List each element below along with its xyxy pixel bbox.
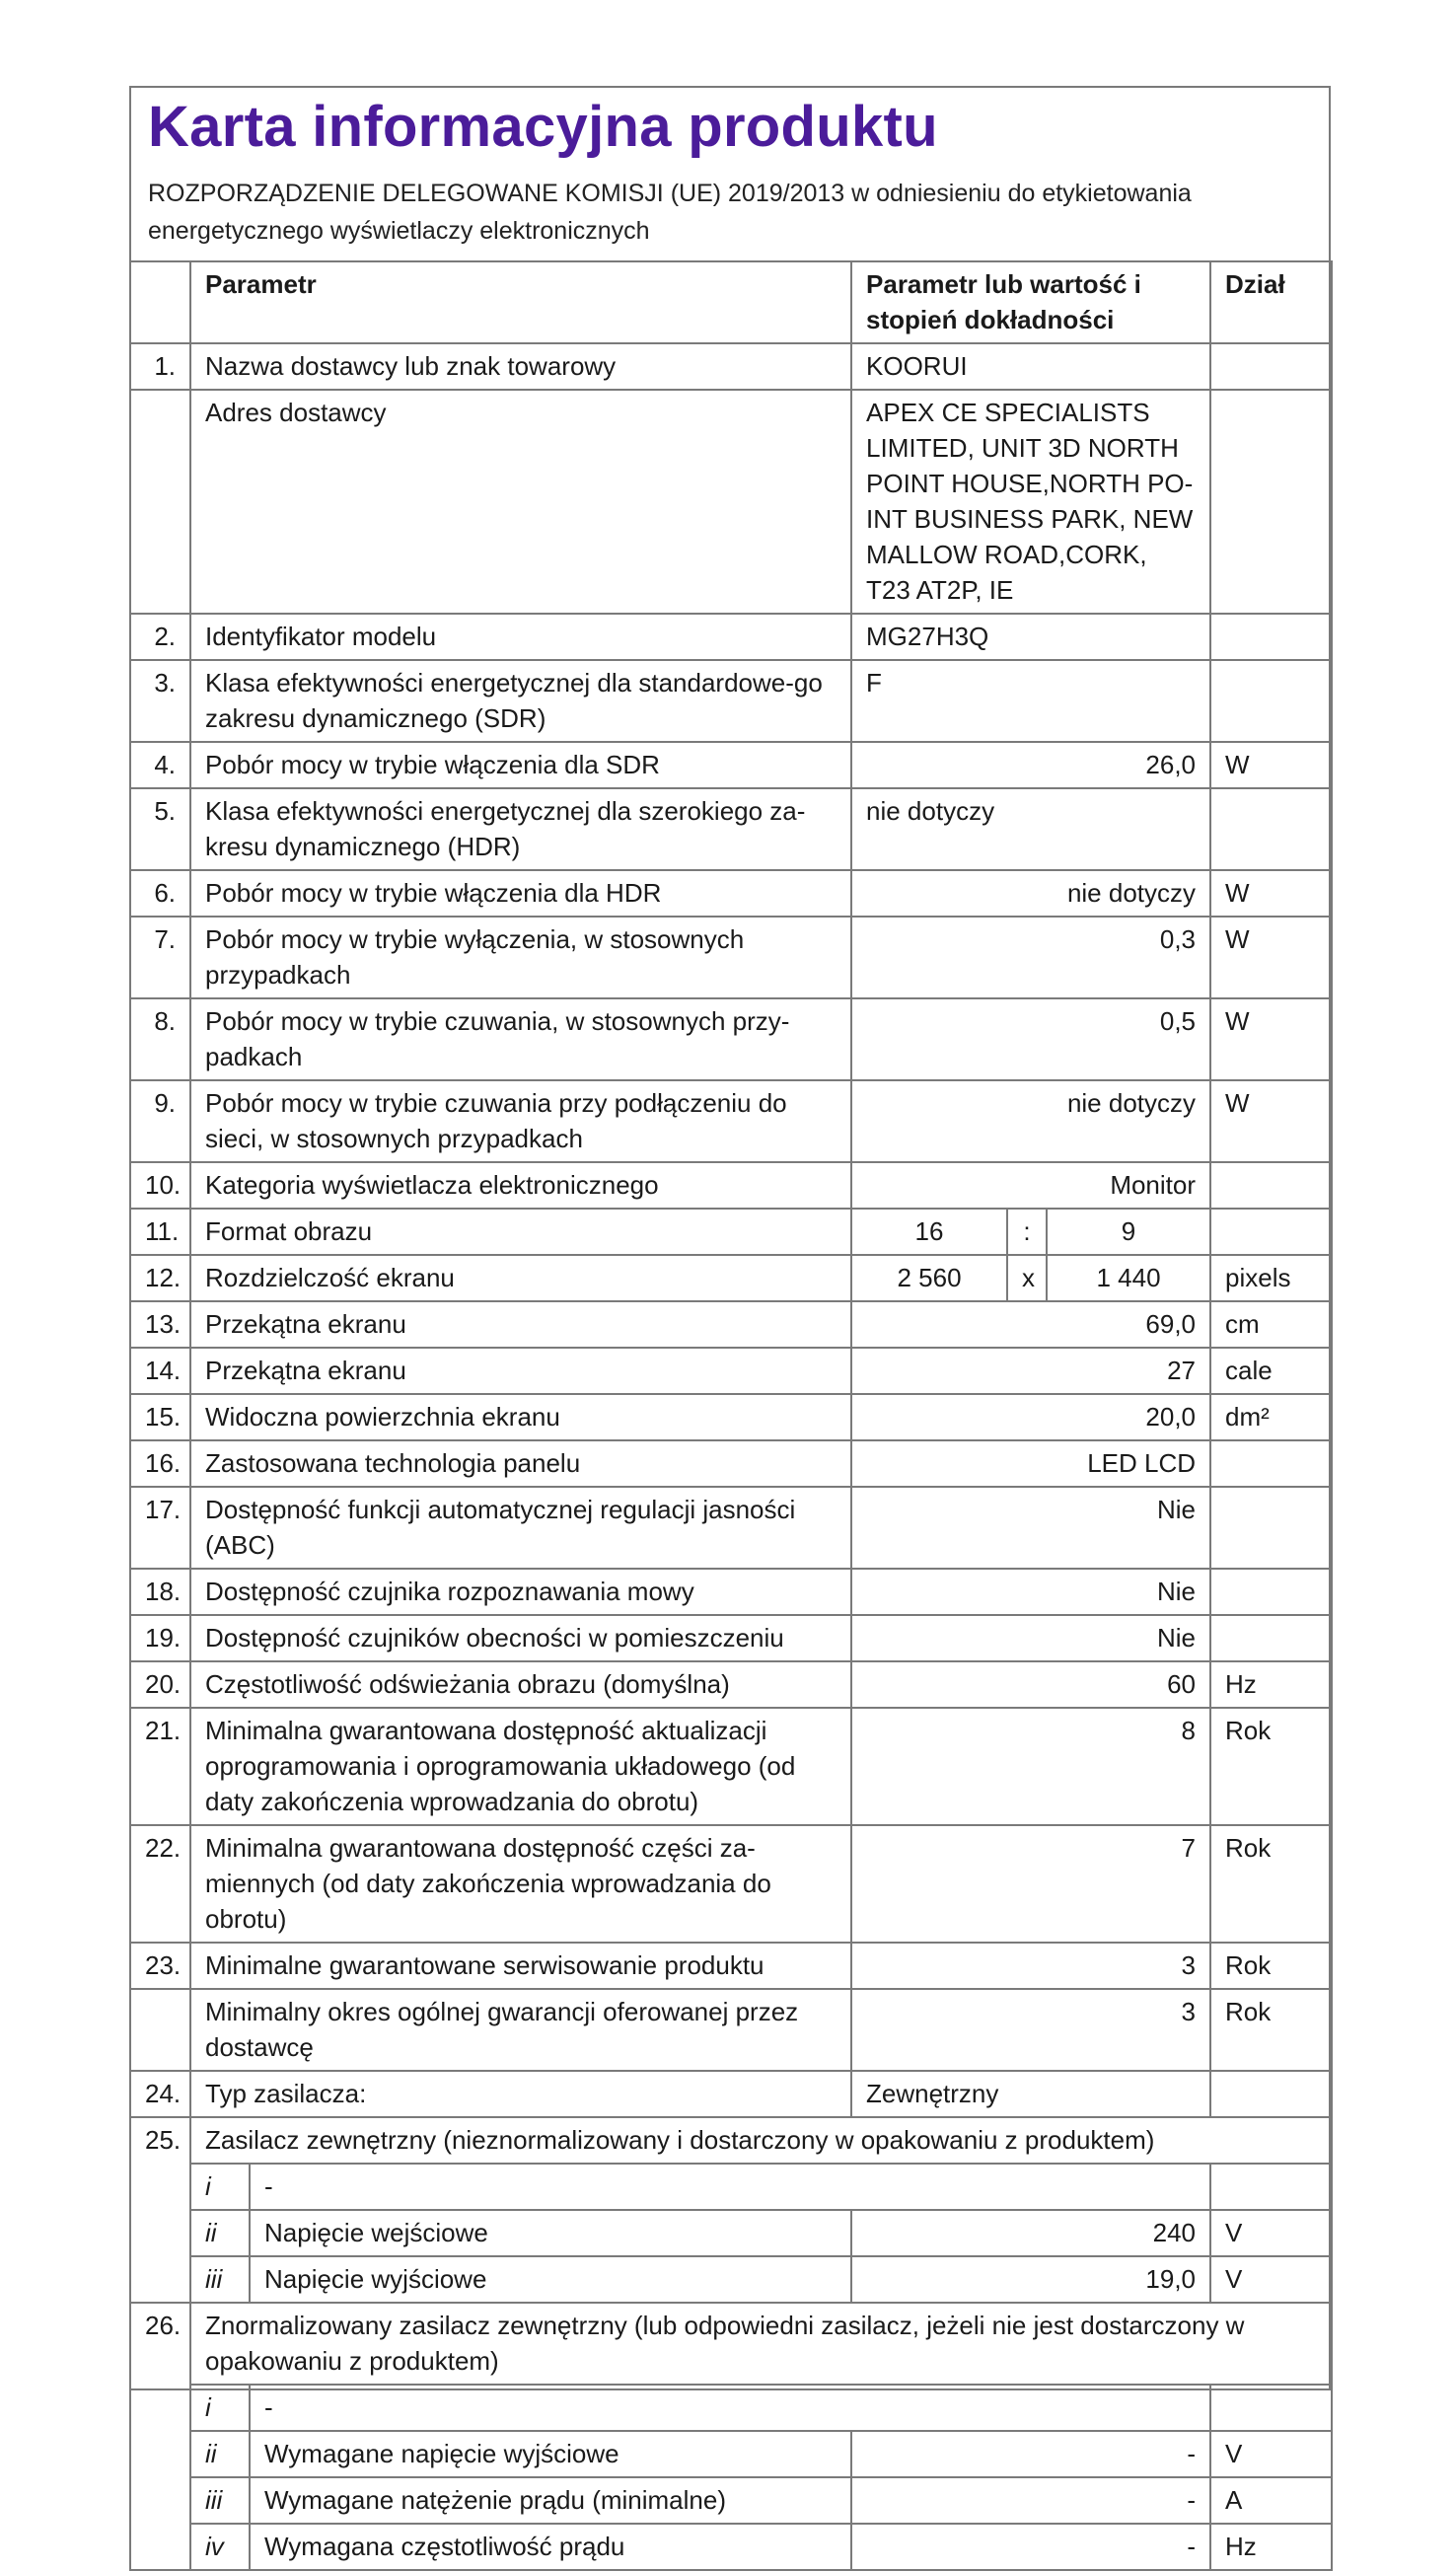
psu25-item-label: Napięcie wyjściowe xyxy=(250,2256,851,2303)
psu26-item-index: ii xyxy=(190,2431,250,2477)
row-parameter: Pobór mocy w trybie włączenia dla SDR xyxy=(190,742,851,788)
psu25-item-index: iii xyxy=(190,2256,250,2303)
psu26-item-value: - xyxy=(851,2477,1210,2524)
row-unit xyxy=(1210,1615,1332,1661)
row-unit xyxy=(1210,1569,1332,1615)
row-value-separator: x xyxy=(1007,1255,1047,1301)
psu25-item-label: - xyxy=(250,2164,1210,2210)
table-row xyxy=(130,2071,1332,2117)
row-number: 23. xyxy=(130,1943,190,1989)
row-parameter: Przekątna ekranu xyxy=(190,1301,851,1348)
row-unit xyxy=(1210,1440,1332,1487)
row-number: 16. xyxy=(130,1440,190,1487)
header-number-cell xyxy=(130,261,190,343)
table-row xyxy=(130,1348,1332,1394)
row-number: 22. xyxy=(130,1825,190,1943)
psu26-item-label: - xyxy=(250,2385,1210,2431)
row-number: 19. xyxy=(130,1615,190,1661)
row-parameter: Zastosowana technologia panelu xyxy=(190,1440,851,1487)
row-number: 12. xyxy=(130,1255,190,1301)
psu25-title-row xyxy=(130,2117,1332,2164)
table-row xyxy=(130,1487,1332,1569)
row-unit: W xyxy=(1210,917,1332,998)
row-unit: Rok xyxy=(1210,1708,1332,1825)
psu26-item-index: iv xyxy=(190,2524,250,2570)
psu25-number-spacer xyxy=(130,2164,190,2210)
psu26-item-row xyxy=(130,2477,1332,2524)
row-value: 0,3 xyxy=(851,917,1210,998)
row-parameter: Widoczna powierzchnia ekranu xyxy=(190,1394,851,1440)
row-value: 26,0 xyxy=(851,742,1210,788)
psu25-item-index: ii xyxy=(190,2210,250,2256)
row-unit: Rok xyxy=(1210,1943,1332,1989)
row-parameter: Klasa efektywności energetycznej dla standardowe-go zakresu dynamicznego (SDR) xyxy=(190,660,851,742)
row-value: Nie xyxy=(851,1487,1210,1569)
row-unit: W xyxy=(1210,870,1332,917)
row-parameter: Pobór mocy w trybie czuwania, w stosownych przy-padkach xyxy=(190,998,851,1080)
row-value: MG27H3Q xyxy=(851,614,1210,660)
table-row xyxy=(130,870,1332,917)
table-row xyxy=(130,1708,1332,1825)
row-number: 18. xyxy=(130,1569,190,1615)
row-value: 3 xyxy=(851,1989,1210,2071)
row-number: 13. xyxy=(130,1301,190,1348)
row-value: Monitor xyxy=(851,1162,1210,1209)
psu26-number-spacer xyxy=(130,2477,190,2524)
psu25-item-row xyxy=(130,2256,1332,2303)
psu25-item-row xyxy=(130,2210,1332,2256)
row-value: Nie xyxy=(851,1615,1210,1661)
row-number: 21. xyxy=(130,1708,190,1825)
psu25-title: Zasilacz zewnętrzny (nieznormalizowany i dostarczony w opakowaniu z produktem) xyxy=(190,2117,1332,2164)
row-parameter: Dostępność czujników obecności w pomieszczeniu xyxy=(190,1615,851,1661)
row-number: 2. xyxy=(130,614,190,660)
row-parameter: Kategoria wyświetlacza elektronicznego xyxy=(190,1162,851,1209)
row-parameter: Przekątna ekranu xyxy=(190,1348,851,1394)
row-unit xyxy=(1210,1487,1332,1569)
row-number: 11. xyxy=(130,1209,190,1255)
row-value: Zewnętrzny xyxy=(851,2071,1210,2117)
row-value: Nie xyxy=(851,1569,1210,1615)
psu26-item-unit: A xyxy=(1210,2477,1332,2524)
row-parameter: Pobór mocy w trybie włączenia dla HDR xyxy=(190,870,851,917)
table-row xyxy=(130,917,1332,998)
row-parameter: Dostępność czujnika rozpoznawania mowy xyxy=(190,1569,851,1615)
table-row xyxy=(130,390,1332,614)
psu26-item-row xyxy=(130,2431,1332,2477)
psu26-number-spacer xyxy=(130,2385,190,2431)
psu25-item-value: 19,0 xyxy=(851,2256,1210,2303)
row-number xyxy=(130,390,190,614)
table-row xyxy=(130,742,1332,788)
psu26-item-label: Wymagane natężenie prądu (minimalne) xyxy=(250,2477,851,2524)
psu25-item-value: 240 xyxy=(851,2210,1210,2256)
row-unit: W xyxy=(1210,1080,1332,1162)
psu26-title-row xyxy=(130,2303,1332,2385)
table-row xyxy=(130,1301,1332,1348)
row-unit xyxy=(1210,390,1332,614)
row-number: 20. xyxy=(130,1661,190,1708)
psu26-item-index: iii xyxy=(190,2477,250,2524)
psu26-item-row xyxy=(130,2385,1332,2431)
row-parameter: Adres dostawcy xyxy=(190,390,851,614)
table-row xyxy=(130,1209,1332,1255)
row-unit xyxy=(1210,2071,1332,2117)
table-row xyxy=(130,1162,1332,1209)
row-unit: Rok xyxy=(1210,1825,1332,1943)
row-value-second: 9 xyxy=(1047,1209,1210,1255)
row-parameter: Klasa efektywności energetycznej dla szerokiego za-kresu dynamicznego (HDR) xyxy=(190,788,851,870)
row-value-separator: : xyxy=(1007,1209,1047,1255)
psu26-item-row xyxy=(130,2524,1332,2570)
row-unit xyxy=(1210,660,1332,742)
row-parameter: Typ zasilacza: xyxy=(190,2071,851,2117)
table-row xyxy=(130,1661,1332,1708)
row-value: nie dotyczy xyxy=(851,1080,1210,1162)
psu26-item-unit xyxy=(1210,2385,1332,2431)
psu25-number-spacer xyxy=(130,2256,190,2303)
table-row xyxy=(130,998,1332,1080)
table-row xyxy=(130,1080,1332,1162)
row-number: 8. xyxy=(130,998,190,1080)
psu26-item-value: - xyxy=(851,2524,1210,2570)
row-unit: dm² xyxy=(1210,1394,1332,1440)
row-value: 3 xyxy=(851,1943,1210,1989)
row-parameter: Pobór mocy w trybie wyłączenia, w stosownych przypadkach xyxy=(190,917,851,998)
psu25-item-row xyxy=(130,2164,1332,2210)
row-unit: cm xyxy=(1210,1301,1332,1348)
row-number: 9. xyxy=(130,1080,190,1162)
row-unit xyxy=(1210,788,1332,870)
row-unit xyxy=(1210,1162,1332,1209)
row-unit: cale xyxy=(1210,1348,1332,1394)
row-value-second: 1 440 xyxy=(1047,1255,1210,1301)
row-number: 7. xyxy=(130,917,190,998)
header-unit: Dział xyxy=(1210,261,1332,343)
row-unit: W xyxy=(1210,998,1332,1080)
row-value: 27 xyxy=(851,1348,1210,1394)
row-parameter: Częstotliwość odświeżania obrazu (domyślna) xyxy=(190,1661,851,1708)
psu26-item-label: Wymagane napięcie wyjściowe xyxy=(250,2431,851,2477)
row-parameter: Identyfikator modelu xyxy=(190,614,851,660)
regulation-subtitle: ROZPORZĄDZENIE DELEGOWANE KOMISJI (UE) 2019/2013 w odniesieniu do etykietowania energetycznego wyświetlaczy elektronicznych xyxy=(148,180,1192,245)
row-value: 8 xyxy=(851,1708,1210,1825)
row-parameter: Minimalny okres ogólnej gwarancji oferowanej przez dostawcę xyxy=(190,1989,851,2071)
row-value: LED LCD xyxy=(851,1440,1210,1487)
table-header xyxy=(130,261,1332,343)
psu26-item-value: - xyxy=(851,2431,1210,2477)
row-number: 1. xyxy=(130,343,190,390)
row-parameter: Minimalna gwarantowana dostępność aktualizacji oprogramowania i oprogramowania układowego (od daty zakończenia wprowadzania do obrotu) xyxy=(190,1708,851,1825)
row-number: 3. xyxy=(130,660,190,742)
row-number: 4. xyxy=(130,742,190,788)
psu25-item-unit: V xyxy=(1210,2256,1332,2303)
table-row xyxy=(130,1394,1332,1440)
row-number: 5. xyxy=(130,788,190,870)
spec-table xyxy=(129,260,1333,2571)
row-value: 20,0 xyxy=(851,1394,1210,1440)
row-number xyxy=(130,1989,190,2071)
psu26-item-index: i xyxy=(190,2385,250,2431)
psu25-number-spacer xyxy=(130,2210,190,2256)
table-row xyxy=(130,1440,1332,1487)
row-parameter: Rozdzielczość ekranu xyxy=(190,1255,851,1301)
table-row xyxy=(130,1569,1332,1615)
psu26-item-unit: Hz xyxy=(1210,2524,1332,2570)
row-number: 14. xyxy=(130,1348,190,1394)
row-parameter: Pobór mocy w trybie czuwania przy podłączeniu do sieci, w stosownych przypadkach xyxy=(190,1080,851,1162)
product-information-sheet xyxy=(129,86,1331,2561)
row-value-first: 2 560 xyxy=(851,1255,1007,1301)
table-row xyxy=(130,1825,1332,1943)
row-unit xyxy=(1210,343,1332,390)
psu25-item-index: i xyxy=(190,2164,250,2210)
row-unit: Hz xyxy=(1210,1661,1332,1708)
row-value: nie dotyczy xyxy=(851,788,1210,870)
row-value: 7 xyxy=(851,1825,1210,1943)
row-value: KOORUI xyxy=(851,343,1210,390)
row-unit: W xyxy=(1210,742,1332,788)
row-value: nie dotyczy xyxy=(851,870,1210,917)
row-parameter: Nazwa dostawcy lub znak towarowy xyxy=(190,343,851,390)
row-value: 69,0 xyxy=(851,1301,1210,1348)
psu26-item-unit: V xyxy=(1210,2431,1332,2477)
psu26-number-spacer xyxy=(130,2431,190,2477)
row-number: 17. xyxy=(130,1487,190,1569)
row-unit xyxy=(1210,614,1332,660)
table-row xyxy=(130,1989,1332,2071)
row-unit: pixels xyxy=(1210,1255,1332,1301)
psu26-number: 26. xyxy=(130,2303,190,2385)
table-row xyxy=(130,1615,1332,1661)
row-parameter: Minimalne gwarantowane serwisowanie produktu xyxy=(190,1943,851,1989)
psu25-item-unit: V xyxy=(1210,2210,1332,2256)
psu26-number-spacer xyxy=(130,2524,190,2570)
row-unit: Rok xyxy=(1210,1989,1332,2071)
row-value-first: 16 xyxy=(851,1209,1007,1255)
row-value: 60 xyxy=(851,1661,1210,1708)
row-number: 10. xyxy=(130,1162,190,1209)
row-parameter: Format obrazu xyxy=(190,1209,851,1255)
row-parameter: Minimalna gwarantowana dostępność części za-miennych (od daty zakończenia wprowadzania do obrotu) xyxy=(190,1825,851,1943)
table-row xyxy=(130,1943,1332,1989)
psu26-item-label: Wymagana częstotliwość prądu xyxy=(250,2524,851,2570)
psu25-number: 25. xyxy=(130,2117,190,2164)
row-parameter: Dostępność funkcji automatycznej regulacji jasności (ABC) xyxy=(190,1487,851,1569)
row-value: 0,5 xyxy=(851,998,1210,1080)
row-number: 6. xyxy=(130,870,190,917)
row-unit xyxy=(1210,1209,1332,1255)
row-number: 24. xyxy=(130,2071,190,2117)
table-row xyxy=(130,343,1332,390)
row-value: APEX CE SPECIALISTS LIMITED, UNIT 3D NORTH POINT HOUSE,NORTH PO-INT BUSINESS PARK, NEW MALLOW ROAD,CORK, T23 AT2P, IE xyxy=(851,390,1210,614)
table-row xyxy=(130,614,1332,660)
psu25-item-label: Napięcie wejściowe xyxy=(250,2210,851,2256)
row-number: 15. xyxy=(130,1394,190,1440)
header-value: Parametr lub wartość i stopień dokładności xyxy=(851,261,1210,343)
table-row xyxy=(130,660,1332,742)
row-value: F xyxy=(851,660,1210,742)
page-title: Karta informacyjna produktu xyxy=(148,95,938,159)
header-parameter: Parametr xyxy=(190,261,851,343)
table-row xyxy=(130,1255,1332,1301)
psu25-item-unit xyxy=(1210,2164,1332,2210)
table-row xyxy=(130,788,1332,870)
psu26-title: Znormalizowany zasilacz zewnętrzny (lub odpowiedni zasilacz, jeżeli nie jest dostarczony w opakowaniu z produktem) xyxy=(190,2303,1332,2385)
